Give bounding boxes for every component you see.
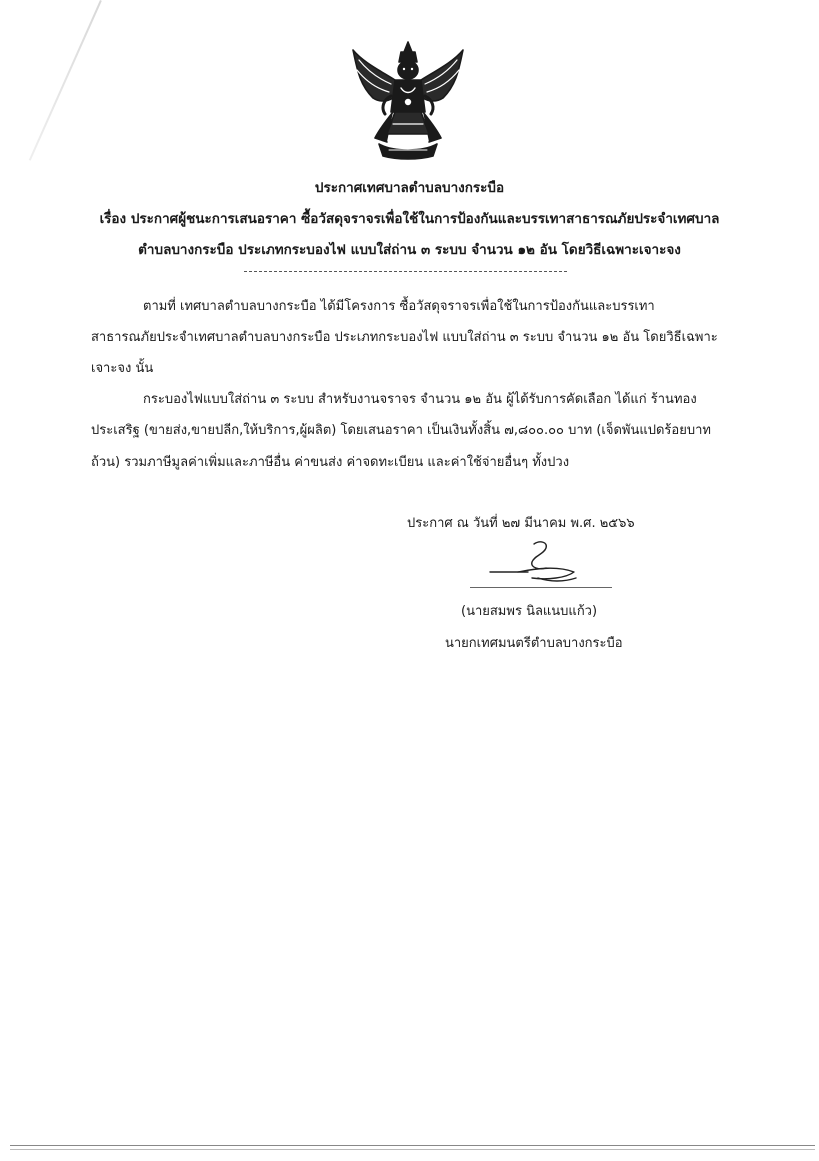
- signer-name: (นายสมพร นิลแนบแก้ว): [461, 604, 598, 619]
- scan-artifact: [29, 0, 102, 161]
- handwritten-signature: [488, 538, 614, 594]
- body-paragraph-2-line-1: กระบองไฟแบบใส่ถ่าน ๓ ระบบ สำหรับงานจราจร จำนวน ๑๒ อัน ผู้ได้รับการคัดเลือก ได้แก่ ร้านทอง: [143, 392, 697, 407]
- signature-line: [470, 587, 612, 588]
- body-paragraph-1-line-3: เจาะจง นั้น: [91, 361, 154, 376]
- garuda-emblem-icon: [349, 40, 467, 160]
- body-paragraph-2-line-3: ถ้วน) รวมภาษีมูลค่าเพิ่มและภาษีอื่น ค่าขนส่ง ค่าจดทะเบียน และค่าใช้จ่ายอื่นๆ ทั้งปวง: [91, 455, 570, 470]
- announcement-issuer: ประกาศเทศบาลตำบลบางกระบือ: [314, 180, 505, 196]
- header-divider: [244, 271, 567, 272]
- body-paragraph-1-line-1: ตามที่ เทศบาลตำบลบางกระบือ ได้มีโครงการ ซื้อวัสดุจราจรเพื่อใช้ในการป้องกันและบรรเทา: [143, 299, 655, 314]
- body-paragraph-1-line-2: สาธารณภัยประจำเทศบาลตำบลบางกระบือ ประเภทกระบองไฟ แบบใส่ถ่าน ๓ ระบบ จำนวน ๑๒ อัน โดยวิธีเฉพาะ: [91, 330, 718, 345]
- announcement-subject-line-2: ตำบลบางกระบือ ประเภทกระบองไฟ แบบใส่ถ่าน ๓ ระบบ จำนวน ๑๒ อัน โดยวิธีเฉพาะเจาะจง: [138, 242, 681, 258]
- body-paragraph-2-line-2: ประเสริฐ (ขายส่ง,ขายปลีก,ให้บริการ,ผู้ผลิต) โดยเสนอราคา เป็นเงินทั้งสิ้น ๗,๘๐๐.๐๐ บาท (เจ็ดพันแปดร้อยบาท: [91, 423, 711, 438]
- announcement-subject-line-1: เรื่อง ประกาศผู้ชนะการเสนอราคา ซื้อวัสดุจราจรเพื่อใช้ในการป้องกันและบรรเทาสาธารณภัยประจำเทศบาล: [99, 211, 720, 227]
- announcement-date: ประกาศ ณ วันที่ ๒๗ มีนาคม พ.ศ. ๒๕๖๖: [407, 516, 635, 531]
- footer-rule: [10, 1145, 815, 1150]
- signer-position: นายกเทศมนตรีตำบลบางกระบือ: [445, 636, 623, 651]
